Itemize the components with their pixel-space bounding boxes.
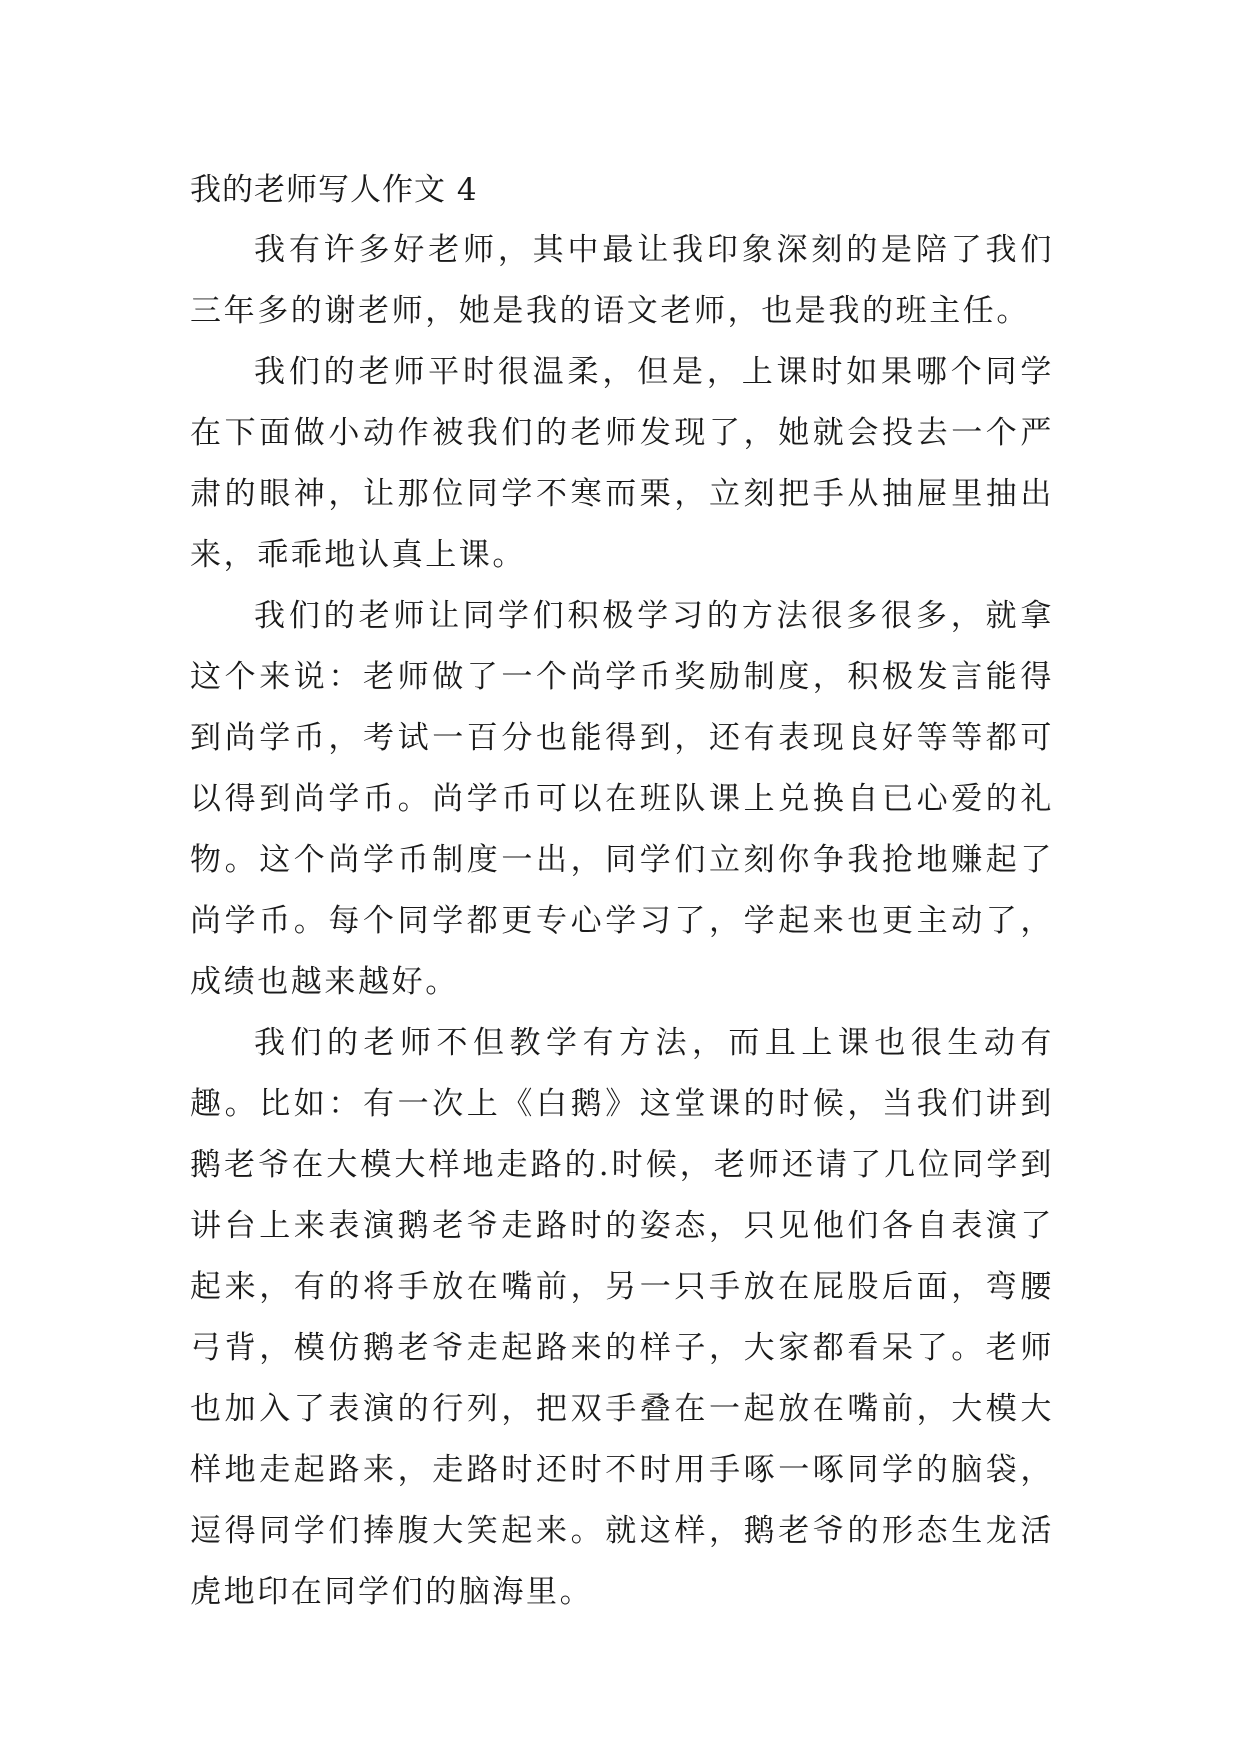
paragraph-3: 我们的老师让同学们积极学习的方法很多很多，就拿这个来说：老师做了一个尚学币奖励制度，积极发言能得到尚学币，考试一百分也能得到，还有表现良好等等都可以得到尚学币。尚学币可以在班队课上兑换自已心爱的礼物。这个尚学币制度一出，同学们立刻你争我抢地赚起了尚学币。每个同学都更专心学习了，学起来也更主动了，成绩也越来越好。	[190, 598, 1054, 1000]
paragraph-2: 我们的老师平时很温柔，但是，上课时如果哪个同学在下面做小动作被我们的老师发现了，她就会投去一个严肃的眼神，让那位同学不寒而栗，立刻把手从抽屉里抽出来，乖乖地认真上课。	[190, 354, 1054, 573]
article-body	[190, 160, 1054, 1623]
article-title: 我的老师写人作文 4	[190, 172, 478, 208]
paragraph-4: 我们的老师不但教学有方法，而且上课也很生动有趣。比如：有一次上《白鹅》这堂课的时候，当我们讲到鹅老爷在大模大样地走路的.时候，老师还请了几位同学到讲台上来表演鹅老爷走路时的姿态，只见他们各自表演了起来，有的将手放在嘴前，另一只手放在屁股后面，弯腰弓背，模仿鹅老爷走起路来的样子，大家都看呆了。老师也加入了表演的行列，把双手叠在一起放在嘴前，大模大样地走起路来，走路时还时不时用手啄一啄同学的脑袋，逗得同学们捧腹大笑起来。就这样，鹅老爷的形态生龙活虎地印在同学们的脑海里。	[190, 1025, 1054, 1610]
paragraph-1: 我有许多好老师，其中最让我印象深刻的是陪了我们三年多的谢老师，她是我的语文老师，也是我的班主任。	[190, 232, 1054, 329]
